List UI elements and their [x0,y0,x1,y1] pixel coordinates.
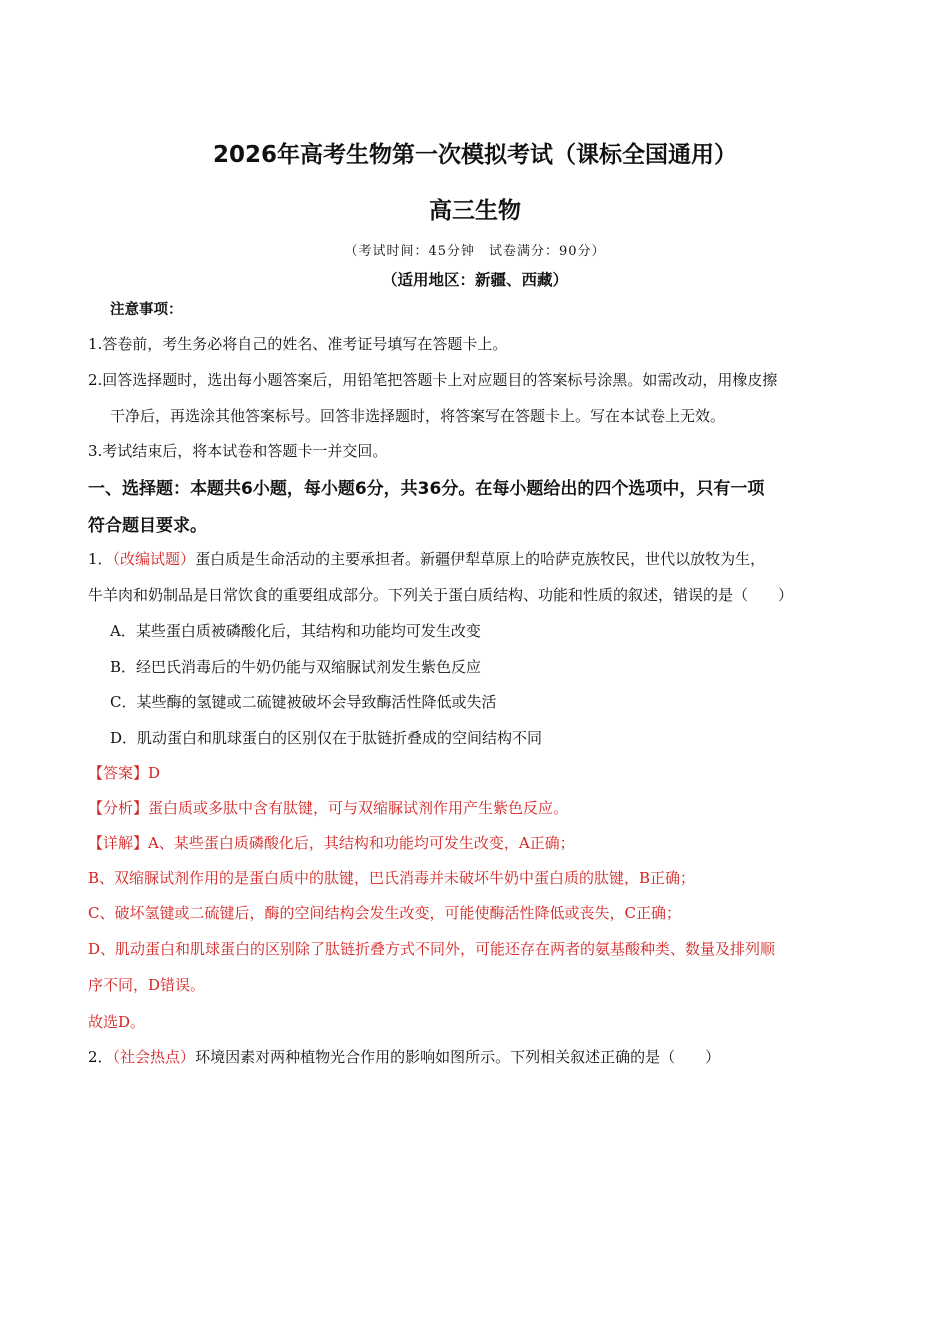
exam-info: （考试时间：45分钟 试卷满分：90分） [344,244,606,259]
question-2-tag: （社会热点） [112,1048,196,1066]
notice-item-1: 1.答卷前，考生务必将自己的姓名、准考证号填写在答题卡上。 [88,335,508,353]
section-heading-line-2: 符合题目要求。 [88,516,207,536]
question-2-stem-text: 环境因素对两种植物光合作用的影响如图所示。下列相关叙述正确的是（ ） [195,1048,721,1066]
question-1-detail-c: C、破坏氢键或二硫键后，酶的空间结构会发生改变，可能使酶活性降低或丧失，C正确； [88,904,681,922]
question-1-analysis: 【分析】蛋白质或多肽中含有肽键，可与双缩脲试剂作用产生紫色反应。 [88,799,569,817]
notice-item-3: 3.考试结束后，将本试卷和答题卡一并交回。 [88,442,388,460]
question-1-option-b: B．经巴氏消毒后的牛奶仍能与双缩脲试剂发生紫色反应 [110,658,482,676]
question-1-answer: 【答案】D [88,764,161,782]
section-heading-line-1: 一、选择题：本题共6小题，每小题6分，共36分。在每小题给出的四个选项中，只有一项 [88,479,765,499]
question-1-option-c: C．某些酶的氢键或二硫键被破坏会导致酶活性降低或失活 [110,693,497,711]
question-2-number: 2． [88,1048,113,1066]
notice-item-2-line-1: 2.回答选择题时，选出每小题答案后，用铅笔把答题卡上对应题目的答案标号涂黑。如需改动，用橡皮擦 [88,371,778,389]
exam-title: 2026年高考生物第一次模拟考试（课标全国通用） [212,142,737,168]
question-1-detail-d-line-2: 序不同，D错误。 [88,976,206,994]
notice-item-2-line-2: 干净后，再选涂其他答案标号。回答非选择题时，将答案写在答题卡上。写在本试卷上无效。 [110,407,726,425]
exam-subtitle: 高三生物 [429,198,521,224]
question-1-option-a: A．某些蛋白质被磷酸化后，其结构和功能均可发生改变 [110,622,481,640]
notice-heading: 注意事项： [110,302,183,318]
question-1-stem-text: 蛋白质是生命活动的主要承担者。新疆伊犁草原上的哈萨克族牧民，世代以放牧为生， [195,550,766,568]
question-1-conclusion: 故选D。 [88,1013,146,1031]
question-1-tag: （改编试题） [112,550,196,568]
question-1-option-d: D．肌动蛋白和肌球蛋白的区别仅在于肽链折叠成的空间结构不同 [110,729,543,747]
question-1-detail-a: 【详解】A、某些蛋白质磷酸化后，其结构和功能均可发生改变，A正确； [88,834,575,852]
applicable-region: （适用地区：新疆、西藏） [381,271,568,289]
question-1-detail-b: B、双缩脲试剂作用的是蛋白质中的肽键，巴氏消毒并未破坏牛奶中蛋白质的肽键，B正确； [88,869,696,887]
question-1-stem-line-2: 牛羊肉和奶制品是日常饮食的重要组成部分。下列关于蛋白质结构、功能和性质的叙述，错误的是（ ） [88,586,794,604]
question-1-detail-d-line-1: D、肌动蛋白和肌球蛋白的区别除了肽链折叠方式不同外，可能还存在两者的氨基酸种类、数量及排列顺 [88,940,776,958]
question-1-number: 1． [88,550,113,568]
question-1-stem-line-1 [88,548,765,569]
question-2-stem [88,1046,720,1067]
